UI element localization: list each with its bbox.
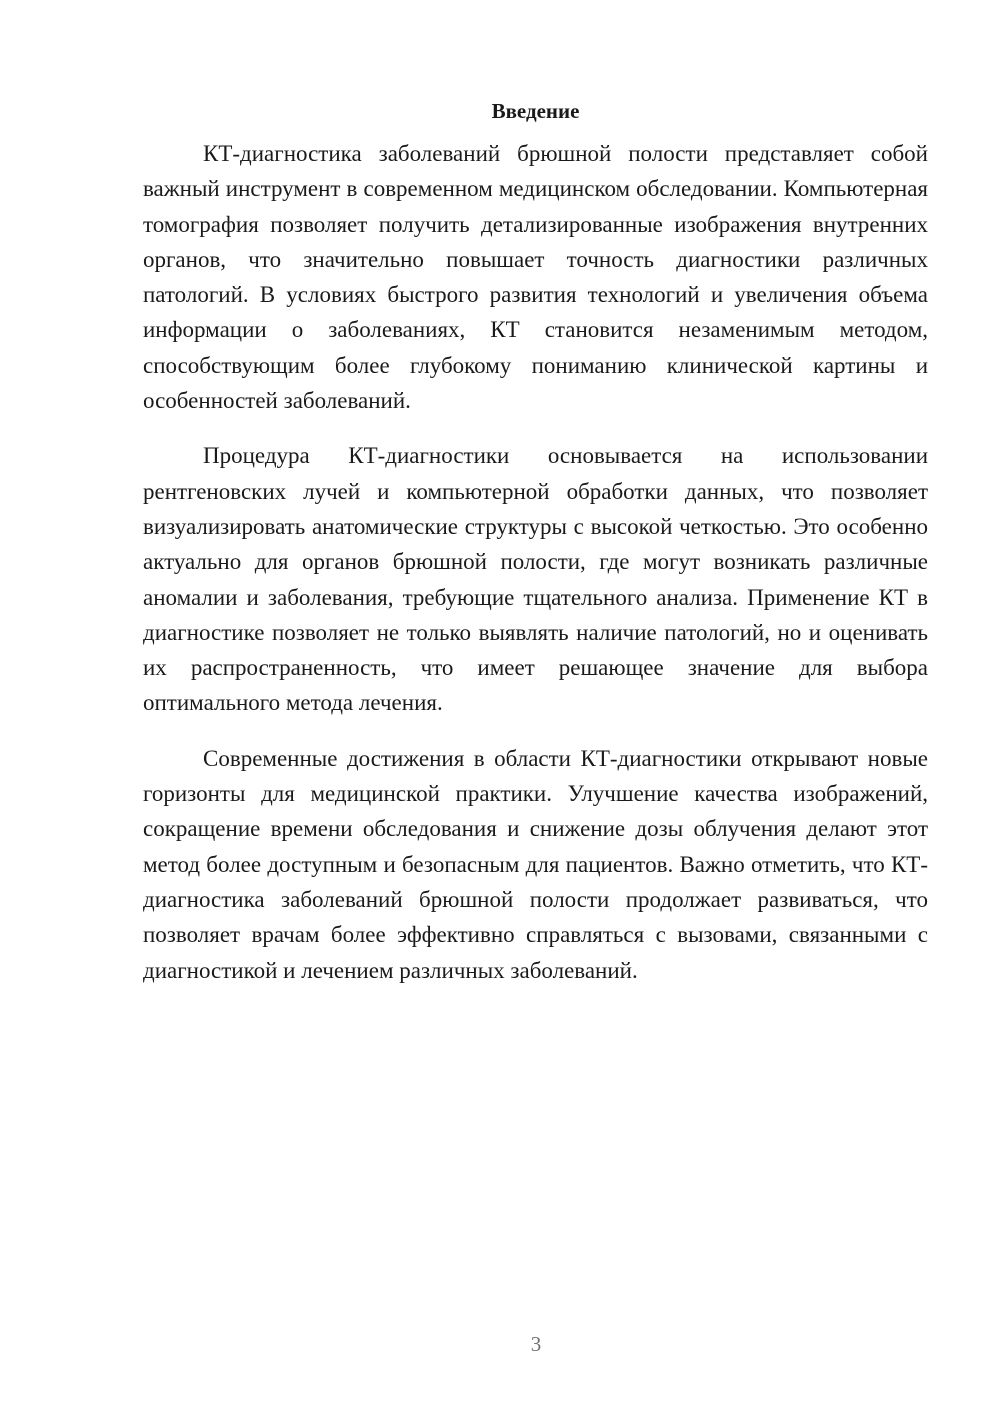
paragraph-1: КТ-диагностика заболеваний брюшной полости представляет собой важный инструмент в современном медицинском обследовании. Компьютерная томография позволяет получить детализированные изображения внутренних органов, что значительно повышает точность диагностики различных патологий. В условиях быстрого развития технологий и увеличения объема информации о заболеваниях, КТ становится незаменимым методом, способствующим более глубокому пониманию клинической картины и особенностей заболеваний. <box>143 141 928 414</box>
section-title: Введение <box>491 99 580 123</box>
paragraph-3: Современные достижения в области КТ-диагностики открывают новые горизонты для медицинской практики. Улучшение качества изображений, сокращение времени обследования и снижение дозы облучения делают этот метод более доступным и безопасным для пациентов. Важно отметить, что КТ-диагностика заболеваний брюшной полости продолжает развиваться, что позволяет врачам более эффективно справляться с вызовами, связанными с диагностикой и лечением различных заболеваний. <box>143 745 928 983</box>
paragraph-2: Процедура КТ-диагностики основывается на использовании рентгеновских лучей и компьютерной обработки данных, что позволяет визуализировать анатомические структуры с высокой четкостью. Это особенно актуально для органов брюшной полости, где могут возникать различные аномалии и заболевания, требующие тщательного анализа. Применение КТ в диагностике позволяет не только выявлять наличие патологий, но и оценивать их распространенность, что имеет решающее значение для выбора оптимального метода лечения. <box>143 443 928 716</box>
page-number: 3 <box>530 1332 542 1356</box>
page-content <box>143 96 928 1008</box>
